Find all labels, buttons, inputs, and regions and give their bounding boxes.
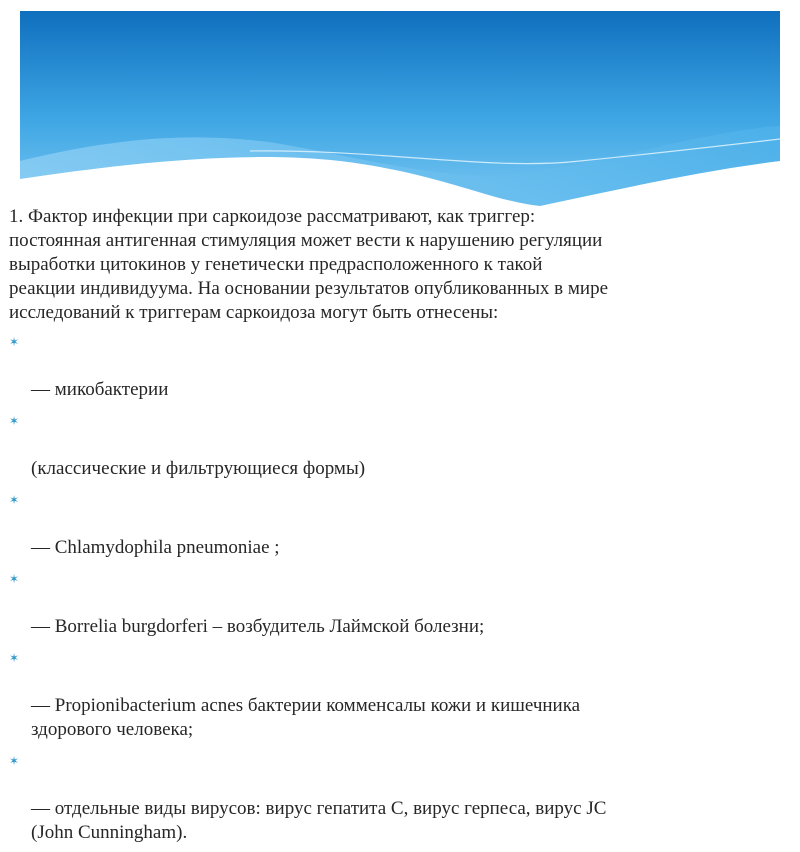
star-bullet-icon: ✶ <box>9 651 20 665</box>
list-item <box>9 330 799 402</box>
intro-paragraph: 1. Фактор инфекции при саркоидозе рассматривают, как триггер: постоянная антигенная стимуляция может вести к нарушению регуляции выработки цитокинов у генетически предрасположенного к такой реакции индивидуума. На основании результатов опубликованных в мире исследований к триггерам саркоидоза могут быть отнесены: <box>9 206 609 323</box>
star-bullet-icon: ✶ <box>9 572 20 586</box>
wave-banner <box>20 11 780 206</box>
list-item-text: (классические и фильтрующиеся формы) <box>31 458 366 479</box>
list-item-text: — Chlamydophila pneumoniae ; <box>31 537 280 558</box>
trigger-list <box>9 330 799 845</box>
list-item <box>9 409 799 481</box>
star-bullet-icon: ✶ <box>9 754 20 768</box>
list-item <box>9 646 799 742</box>
list-item-text: — отдельные виды вирусов: вирус гепатита С, вирус герпеса, вирус JC (John Cunningham). <box>31 798 607 843</box>
slide-body <box>9 205 799 852</box>
star-bullet-icon: ✶ <box>9 493 20 507</box>
star-bullet-icon: ✶ <box>9 335 20 349</box>
list-item-text: — микобактерии <box>31 379 169 400</box>
list-item <box>9 488 799 560</box>
star-bullet-icon: ✶ <box>9 414 20 428</box>
list-item <box>9 567 799 639</box>
list-item-text: — Borrelia burgdorferi – возбудитель Лаймской болезни; <box>31 616 485 637</box>
list-item <box>9 749 799 845</box>
list-item-text: — Propionibacterium acnes бактерии комменсалы кожи и кишечника здорового человека; <box>31 695 581 740</box>
